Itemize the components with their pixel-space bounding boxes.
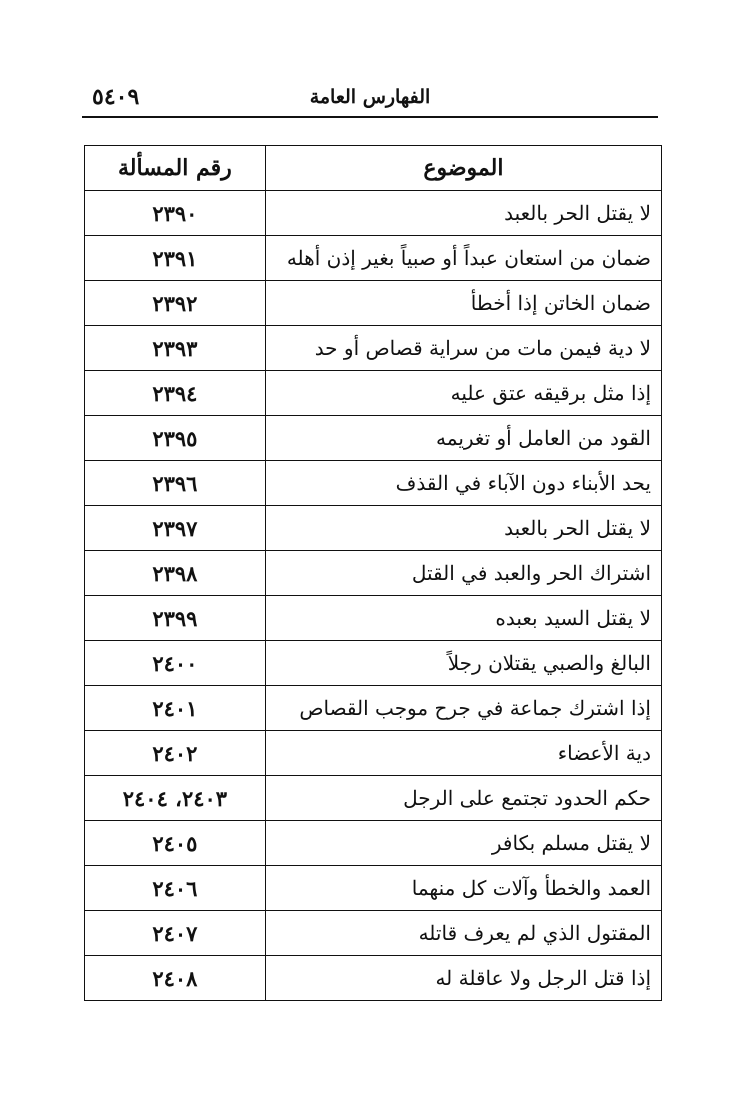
table-header-row (85, 146, 662, 191)
topic-cell: إذا قتل الرجل ولا عاقلة له (265, 956, 661, 1001)
table-row (85, 506, 662, 551)
running-title: الفهارس العامة (309, 86, 431, 108)
table-row (85, 596, 662, 641)
table-row (85, 731, 662, 776)
issue-number-cell: ٢٤٠٥ (85, 821, 266, 866)
table-row (85, 641, 662, 686)
topic-cell: إذا اشترك جماعة في جرح موجب القصاص (265, 686, 661, 731)
issue-number-cell: ٢٤٠٧ (85, 911, 266, 956)
issue-number-cell: ٢٤٠٦ (85, 866, 266, 911)
topic-cell: البالغ والصبي يقتلان رجلاً (265, 641, 661, 686)
table-row (85, 551, 662, 596)
topic-cell: لا يقتل مسلم بكافر (265, 821, 661, 866)
table-row (85, 956, 662, 1001)
table-row (85, 821, 662, 866)
table-row (85, 776, 662, 821)
table-row (85, 281, 662, 326)
table-body (85, 191, 662, 1001)
issue-number-cell: ٢٣٩٤ (85, 371, 266, 416)
issue-number-cell: ٢٣٩٣ (85, 326, 266, 371)
issue-number-cell: ٢٤٠٨ (85, 956, 266, 1001)
issue-number-cell: ٢٤٠٢ (85, 731, 266, 776)
topic-cell: لا يقتل الحر بالعبد (265, 191, 661, 236)
topic-cell: اشتراك الحر والعبد في القتل (265, 551, 661, 596)
topic-cell: ضمان الخاتن إذا أخطأ (265, 281, 661, 326)
table-row (85, 236, 662, 281)
column-header-issue-number: رقم المسألة (85, 146, 266, 191)
issue-number-cell: ٢٣٩٦ (85, 461, 266, 506)
issue-number-cell: ٢٣٩٠ (85, 191, 266, 236)
column-header-topic: الموضوع (265, 146, 661, 191)
issue-number-cell: ٢٣٩٧ (85, 506, 266, 551)
issue-number-cell: ٢٤٠١ (85, 686, 266, 731)
table-row (85, 461, 662, 506)
topic-cell: حكم الحدود تجتمع على الرجل (265, 776, 661, 821)
issue-number-cell: ٢٣٩٢ (85, 281, 266, 326)
table-row (85, 191, 662, 236)
header-rule (82, 116, 658, 118)
topic-cell: العمد والخطأ وآلات كل منهما (265, 866, 661, 911)
issue-number-cell: ٢٣٩٥ (85, 416, 266, 461)
issue-number-cell: ٢٣٩٨ (85, 551, 266, 596)
table-row (85, 911, 662, 956)
topic-cell: ضمان من استعان عبداً أو صبياً بغير إذن أهله (265, 236, 661, 281)
page-header (82, 78, 658, 118)
topic-cell: القود من العامل أو تغريمه (265, 416, 661, 461)
issue-number-cell: ٢٣٩١ (85, 236, 266, 281)
table-row (85, 371, 662, 416)
table-row (85, 866, 662, 911)
table-row (85, 416, 662, 461)
table-row (85, 686, 662, 731)
table-row (85, 326, 662, 371)
index-table (84, 145, 662, 1001)
topic-cell: دية الأعضاء (265, 731, 661, 776)
topic-cell: لا يقتل الحر بالعبد (265, 506, 661, 551)
topic-cell: لا يقتل السيد بعبده (265, 596, 661, 641)
page-number: ٥٤٠٩ (92, 84, 140, 110)
topic-cell: إذا مثل برقيقه عتق عليه (265, 371, 661, 416)
topic-cell: يحد الأبناء دون الآباء في القذف (265, 461, 661, 506)
issue-number-cell: ٢٤٠٠ (85, 641, 266, 686)
topic-cell: المقتول الذي لم يعرف قاتله (265, 911, 661, 956)
issue-number-cell: ٢٣٩٩ (85, 596, 266, 641)
topic-cell: لا دية فيمن مات من سراية قصاص أو حد (265, 326, 661, 371)
issue-number-cell: ٢٤٠٣، ٢٤٠٤ (85, 776, 266, 821)
